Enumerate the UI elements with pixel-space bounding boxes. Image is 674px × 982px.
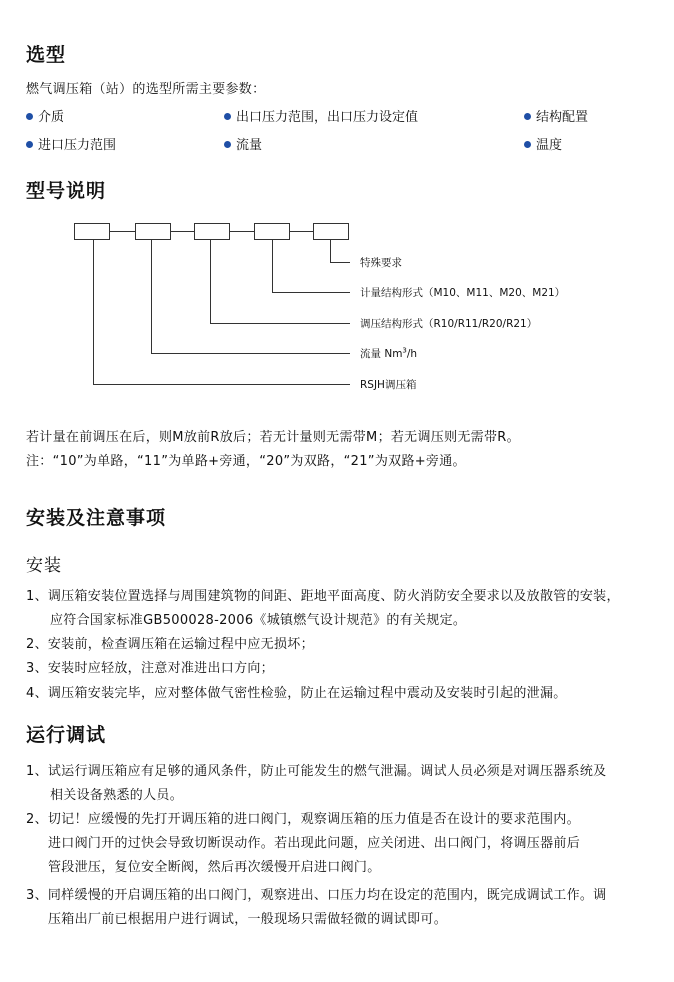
code-box-4 <box>255 224 290 240</box>
code-box-2 <box>136 224 171 240</box>
commission-item: 2、切记！应缓慢的先打开调压箱的进口阀门，观察调压箱的压力值是否在设计的要求范围内。 <box>26 812 580 827</box>
selection-intro: 燃气调压箱（站）的选型所需主要参数： <box>26 82 266 97</box>
label-flow: 流量 Nm$^3$/h <box>360 346 418 360</box>
install-item: 3、安装时应轻放，注意对准进出口方向； <box>26 661 274 676</box>
leader-metering <box>273 240 351 293</box>
model-note-2: 注：“10”为单路，“11”为单路+旁通，“20”为双路，“21”为双路+旁通。 <box>26 454 466 469</box>
label-special: 特殊要求 <box>360 257 402 269</box>
commission-item: 压箱出厂前已根据用户进行调试，一般现场只需做轻微的调试即可。 <box>48 912 448 927</box>
commission-item: 3、同样缓慢的开启调压箱的出口阀门，观察进出、口压力均在设定的范围内，既完成调试工作。调 <box>26 888 607 903</box>
install-item: 1、调压箱安装位置选择与周围建筑物的间距、距地平面高度、防火消防安全要求以及放散管的安装， <box>26 589 620 604</box>
code-box-1 <box>75 224 110 240</box>
label-regulating: 调压结构形式（R10/R11/R20/R21） <box>360 318 538 330</box>
param-item: 进口压力范围 <box>26 134 116 153</box>
param-item: 介质 <box>26 106 64 125</box>
label-metering: 计量结构形式（M10、M11、M20、M21） <box>360 287 566 299</box>
install-title: 安装及注意事项 <box>26 507 167 529</box>
leader-flow <box>152 240 351 354</box>
code-box-3 <box>195 224 230 240</box>
param-item: 流量 <box>224 134 262 153</box>
param-item: 出口压力范围，出口压力设定值 <box>224 106 418 125</box>
leader-product <box>94 240 351 385</box>
install-subtitle: 安装 <box>26 556 62 576</box>
install-item: 4、调压箱安装完毕，应对整体做气密性检验，防止在运输过程中震动及安装时引起的泄漏。 <box>26 686 567 701</box>
leader-regulating <box>211 240 351 324</box>
leader-special <box>331 240 351 263</box>
model-title: 型号说明 <box>26 180 107 202</box>
commission-title: 运行调试 <box>26 724 107 746</box>
install-item: 2、安装前，检查调压箱在运输过程中应无损坏； <box>26 637 314 652</box>
install-item: 应符合国家标准GB500028-2006《城镇燃气设计规范》的有关规定。 <box>50 613 467 628</box>
commission-item: 管段泄压，复位安全断阀，然后再次缓慢开启进口阀门。 <box>48 860 381 875</box>
code-box-5 <box>314 224 349 240</box>
label-product: RSJH调压箱 <box>360 379 417 391</box>
selection-title: 选型 <box>26 44 67 66</box>
commission-item: 1、试运行调压箱应有足够的通风条件，防止可能发生的燃气泄漏。调试人员必须是对调压器系统及 <box>26 764 607 779</box>
commission-item: 相关设备熟悉的人员。 <box>50 788 184 803</box>
param-item: 温度 <box>524 134 562 153</box>
param-item: 结构配置 <box>524 106 588 125</box>
model-note-1: 若计量在前调压在后，则M放前R放后；若无计量则无需带M；若无调压则无需带R。 <box>26 430 520 445</box>
commission-item: 进口阀门开的过快会导致切断误动作。若出现此问题，应关闭进、出口阀门，将调压器前后 <box>48 836 581 851</box>
